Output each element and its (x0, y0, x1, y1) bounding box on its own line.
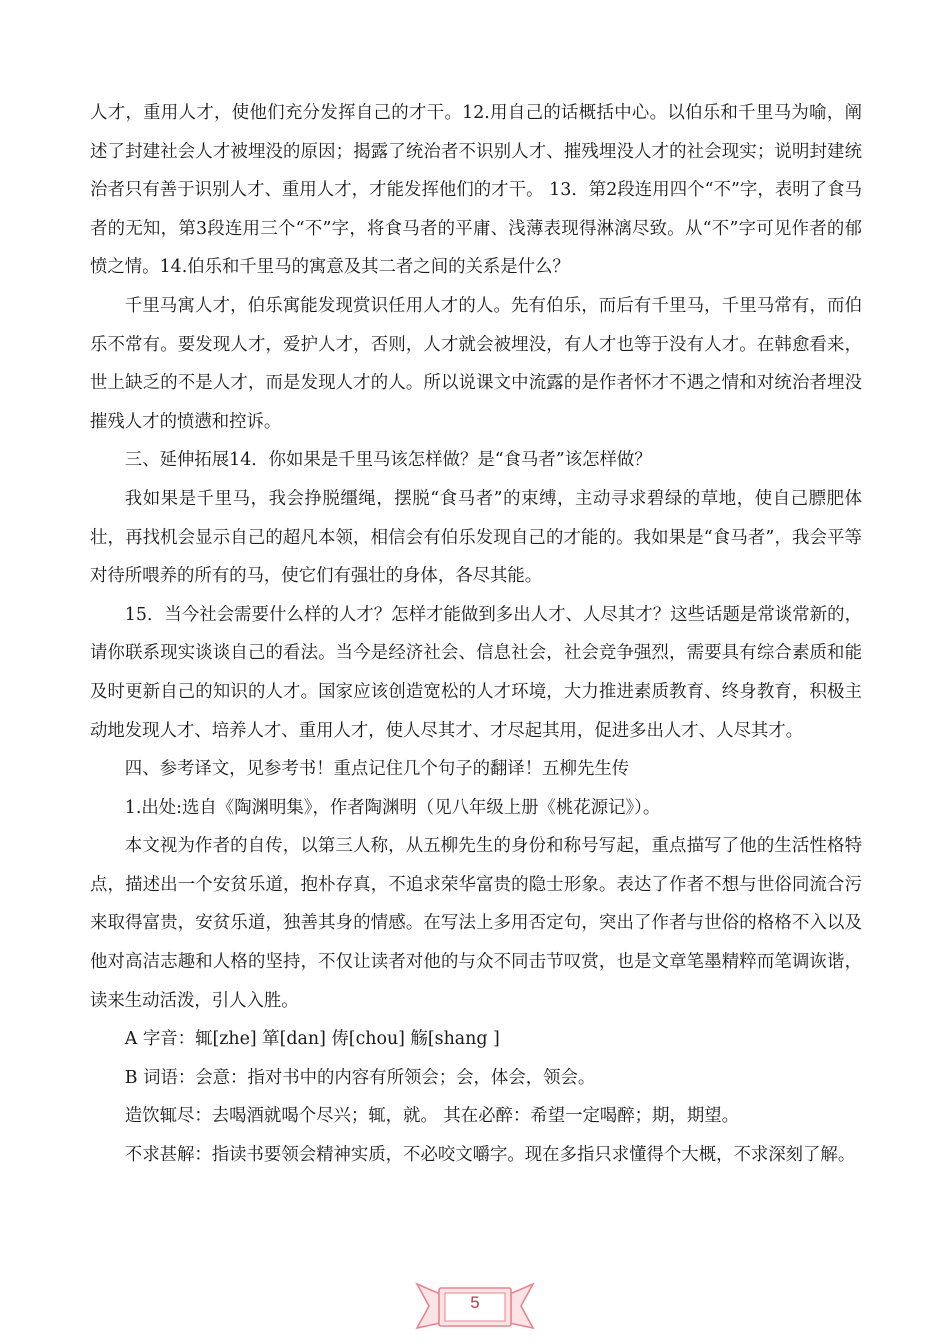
paragraph-2: 千里马寓人才，伯乐寓能发现赏识任用人才的人。先有伯乐，而后有千里马，千里马常有，而伯乐不常有。要发现人才，爱护人才，否则，人才就会被埋没，有人才也等于没有人才。在韩愈看来，世上缺乏的不是人才，而是发现人才的人。所以说课文中流露的是作者怀才不遇之情和对统治者埋没摧残人才的愤懑和控诉。 (90, 295, 862, 432)
paragraph-3: 三、延伸拓展14．你如果是千里马该怎样做？是“食马者”该怎样做？ (124, 450, 652, 471)
paragraph-1: 人才，重用人才，使他们充分发挥自己的才干。12.用自己的话概括中心。以伯乐和千里马为喻，阐述了封建社会人才被埋没的原因；揭露了统治者不识别人才、摧残埋没人才的社会现实；说明封建统治者只有善于识别人才、重用人才，才能发挥他们的才干。 13．第2段连用四个“不”字，表明了食马者的无知，第3段连用三个“不”字，将食马者的平庸、浅薄表现得淋漓尽致。从“不”字可见作者的郁愤之情。14.伯乐和千里马的寓意及其二者之间的关系是什么？ (90, 103, 862, 278)
paragraph-8: 本文视为作者的自传，以第三人称，从五柳先生的身份和称号写起，重点描写了他的生活性格特点，描述出一个安贫乐道，抱朴存真，不追求荣华富贵的隐士形象。表达了作者不想与世俗同流合污来取得富贵，安贫乐道，独善其身的情感。在写法上多用否定句，突出了作者与世俗的格格不入以及他对高洁志趣和人格的坚持，不仅让读者对他的与众不同击节叹赏，也是文章笔墨精粹而笔调诙谐，读来生动活泼，引人入胜。 (90, 836, 862, 1011)
page-number-ribbon (415, 1274, 535, 1332)
page-body (90, 94, 862, 1175)
paragraph-10: B 词语：会意：指对书中的内容有所领会；会，体会，领会。 (124, 1067, 596, 1088)
paragraph-12: 不求甚解：指读书要领会精神实质，不必咬文嚼字。现在多指只求懂得个大概，不求深刻了解。 (124, 1145, 856, 1166)
paragraph-11: 造饮辄尽：去喝酒就喝个尽兴；辄，就。 其在必醉：希望一定喝醉；期，期望。 (124, 1106, 740, 1127)
paragraph-6: 四、参考译文，见参考书！重点记住几个句子的翻译！五柳先生传 (124, 759, 630, 780)
paragraph-4: 我如果是千里马，我会挣脱缰绳，摆脱“食马者”的束缚，主动寻求碧绿的草地，使自己膘肥体壮，再找机会显示自己的超凡本领，相信会有伯乐发现自己的才能的。我如果是“食马者”，我会平等对待所喂养的所有的马，使它们有强壮的身体，各尽其能。 (90, 488, 862, 587)
paragraph-7: 1.出处:选自《陶渊明集》，作者陶渊明（见八年级上册《桃花源记》）。 (124, 797, 661, 818)
page-number: 5 (470, 1293, 480, 1312)
paragraph-9: A 字音：辄[zhe] 箪[dan] 俦[chou] 觞[shang ] (124, 1029, 500, 1050)
paragraph-5: 15．当今社会需要什么样的人才？怎样才能做到多出人才、人尽其才？这些话题是常谈常新的，请你联系现实谈谈自己的看法。当今是经济社会、信息社会，社会竞争强烈，需要具有综合素质和能及时更新自己的知识的人才。国家应该创造宽松的人才环境，大力推进素质教育、终身教育，积极主动地发现人才、培养人才、重用人才，使人尽其才、才尽起其用，促进多出人才、人尽其才。 (90, 604, 862, 741)
